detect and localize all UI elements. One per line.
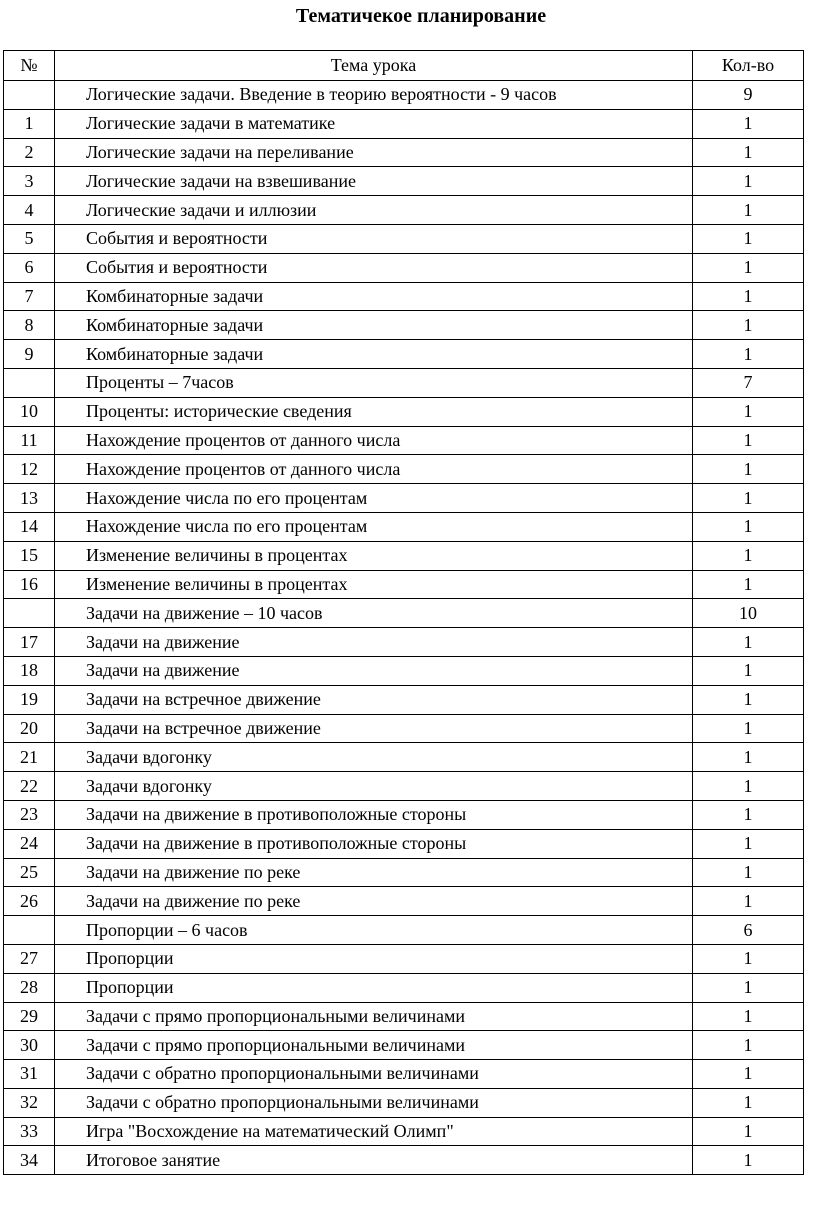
row-topic: Задачи на движение по реке [55, 887, 693, 916]
table-row [4, 800, 804, 829]
row-num: 15 [4, 541, 55, 570]
table-row [4, 1002, 804, 1031]
table-row [4, 340, 804, 369]
table-row [4, 1031, 804, 1060]
row-hours: 1 [693, 944, 804, 973]
row-num: 3 [4, 167, 55, 196]
row-num: 7 [4, 282, 55, 311]
row-hours: 1 [693, 253, 804, 282]
row-num: 6 [4, 253, 55, 282]
row-topic: Задачи на движение в противоположные стороны [55, 800, 693, 829]
table-row [4, 426, 804, 455]
row-num: 25 [4, 858, 55, 887]
row-hours: 1 [693, 800, 804, 829]
table-row [4, 512, 804, 541]
row-topic: Нахождение числа по его процентам [55, 484, 693, 513]
table-row [4, 772, 804, 801]
table-row [4, 311, 804, 340]
row-hours: 1 [693, 311, 804, 340]
row-num: 32 [4, 1088, 55, 1117]
row-num [4, 81, 55, 110]
row-hours: 6 [693, 916, 804, 945]
row-num: 27 [4, 944, 55, 973]
row-num: 9 [4, 340, 55, 369]
table-row [4, 397, 804, 426]
row-num [4, 916, 55, 945]
row-hours: 1 [693, 743, 804, 772]
row-topic: Логические задачи на переливание [55, 138, 693, 167]
table-row [4, 167, 804, 196]
row-hours: 1 [693, 196, 804, 225]
row-topic: Комбинаторные задачи [55, 311, 693, 340]
row-hours: 7 [693, 368, 804, 397]
row-hours: 1 [693, 1060, 804, 1089]
table-row [4, 196, 804, 225]
row-num: 18 [4, 656, 55, 685]
row-num: 21 [4, 743, 55, 772]
row-topic: Задачи вдогонку [55, 772, 693, 801]
row-hours: 1 [693, 512, 804, 541]
row-num: 8 [4, 311, 55, 340]
row-hours: 1 [693, 340, 804, 369]
table-row [4, 743, 804, 772]
row-topic: Изменение величины в процентах [55, 541, 693, 570]
row-hours: 1 [693, 138, 804, 167]
table-row [4, 282, 804, 311]
row-topic: События и вероятности [55, 224, 693, 253]
table-row [4, 484, 804, 513]
row-num: 20 [4, 714, 55, 743]
row-topic: Задачи с прямо пропорциональными величинами [55, 1002, 693, 1031]
row-hours: 9 [693, 81, 804, 110]
table-row [4, 1117, 804, 1146]
row-hours: 1 [693, 685, 804, 714]
header-num: № [4, 51, 55, 81]
row-num: 22 [4, 772, 55, 801]
row-num: 13 [4, 484, 55, 513]
row-num: 23 [4, 800, 55, 829]
row-num: 28 [4, 973, 55, 1002]
row-hours: 1 [693, 455, 804, 484]
row-topic: Логические задачи в математике [55, 109, 693, 138]
row-topic: Нахождение процентов от данного числа [55, 426, 693, 455]
table-header-row [4, 51, 804, 81]
header-hours: Кол-во [693, 51, 804, 81]
table-row [4, 656, 804, 685]
row-topic: Задачи с прямо пропорциональными величинами [55, 1031, 693, 1060]
row-num: 17 [4, 628, 55, 657]
row-hours: 1 [693, 109, 804, 138]
row-hours: 1 [693, 1146, 804, 1175]
row-num: 10 [4, 397, 55, 426]
row-topic: Логические задачи и иллюзии [55, 196, 693, 225]
row-num: 11 [4, 426, 55, 455]
row-topic: Задачи на движение [55, 628, 693, 657]
row-topic: Задачи на встречное движение [55, 714, 693, 743]
row-hours: 1 [693, 1002, 804, 1031]
row-num: 33 [4, 1117, 55, 1146]
row-topic: Пропорции – 6 часов [55, 916, 693, 945]
row-num: 4 [4, 196, 55, 225]
row-num [4, 368, 55, 397]
row-hours: 10 [693, 599, 804, 628]
row-topic: Задачи вдогонку [55, 743, 693, 772]
row-hours: 1 [693, 1088, 804, 1117]
row-topic: События и вероятности [55, 253, 693, 282]
page-title: Тематичекое планирование [295, 5, 547, 27]
section-row [4, 81, 804, 110]
row-hours: 1 [693, 426, 804, 455]
row-num: 16 [4, 570, 55, 599]
row-topic: Игра "Восхождение на математический Олимп" [55, 1117, 693, 1146]
row-hours: 1 [693, 628, 804, 657]
row-topic: Проценты – 7часов [55, 368, 693, 397]
table-row [4, 253, 804, 282]
row-topic: Комбинаторные задачи [55, 282, 693, 311]
table-row [4, 829, 804, 858]
row-num: 19 [4, 685, 55, 714]
row-topic: Задачи с обратно пропорциональными величинами [55, 1060, 693, 1089]
row-topic: Задачи на движение в противоположные стороны [55, 829, 693, 858]
row-num: 5 [4, 224, 55, 253]
plan-table [3, 50, 804, 1175]
section-row [4, 916, 804, 945]
table-row [4, 541, 804, 570]
row-hours: 1 [693, 282, 804, 311]
row-topic: Задачи на движение [55, 656, 693, 685]
row-topic: Комбинаторные задачи [55, 340, 693, 369]
row-topic: Пропорции [55, 973, 693, 1002]
row-topic: Задачи на движение – 10 часов [55, 599, 693, 628]
row-num: 31 [4, 1060, 55, 1089]
table-row [4, 628, 804, 657]
row-hours: 1 [693, 167, 804, 196]
table-row [4, 109, 804, 138]
row-hours: 1 [693, 1117, 804, 1146]
table-row [4, 858, 804, 887]
table-row [4, 1060, 804, 1089]
row-num: 24 [4, 829, 55, 858]
table-row [4, 887, 804, 916]
table-row [4, 570, 804, 599]
row-hours: 1 [693, 570, 804, 599]
row-topic: Изменение величины в процентах [55, 570, 693, 599]
table-row [4, 944, 804, 973]
table-row [4, 1146, 804, 1175]
row-hours: 1 [693, 484, 804, 513]
table-row [4, 455, 804, 484]
row-topic: Задачи на движение по реке [55, 858, 693, 887]
row-hours: 1 [693, 887, 804, 916]
table-row [4, 685, 804, 714]
row-topic: Нахождение числа по его процентам [55, 512, 693, 541]
row-hours: 1 [693, 224, 804, 253]
row-hours: 1 [693, 829, 804, 858]
row-num: 12 [4, 455, 55, 484]
row-hours: 1 [693, 772, 804, 801]
row-hours: 1 [693, 973, 804, 1002]
row-num: 30 [4, 1031, 55, 1060]
table-row [4, 224, 804, 253]
row-hours: 1 [693, 714, 804, 743]
table-body [4, 81, 804, 1175]
row-num [4, 599, 55, 628]
row-num: 29 [4, 1002, 55, 1031]
row-hours: 1 [693, 858, 804, 887]
row-topic: Нахождение процентов от данного числа [55, 455, 693, 484]
row-topic: Пропорции [55, 944, 693, 973]
row-topic: Логические задачи. Введение в теорию вероятности - 9 часов [55, 81, 693, 110]
row-hours: 1 [693, 541, 804, 570]
table-row [4, 714, 804, 743]
row-hours: 1 [693, 1031, 804, 1060]
row-topic: Задачи с обратно пропорциональными величинами [55, 1088, 693, 1117]
row-num: 1 [4, 109, 55, 138]
row-topic: Проценты: исторические сведения [55, 397, 693, 426]
section-row [4, 599, 804, 628]
table-row [4, 973, 804, 1002]
row-num: 2 [4, 138, 55, 167]
row-num: 14 [4, 512, 55, 541]
row-topic: Задачи на встречное движение [55, 685, 693, 714]
table-row [4, 1088, 804, 1117]
row-topic: Итоговое занятие [55, 1146, 693, 1175]
row-hours: 1 [693, 656, 804, 685]
row-hours: 1 [693, 397, 804, 426]
row-topic: Логические задачи на взвешивание [55, 167, 693, 196]
table-row [4, 138, 804, 167]
row-num: 34 [4, 1146, 55, 1175]
header-topic: Тема урока [55, 51, 693, 81]
row-num: 26 [4, 887, 55, 916]
section-row [4, 368, 804, 397]
